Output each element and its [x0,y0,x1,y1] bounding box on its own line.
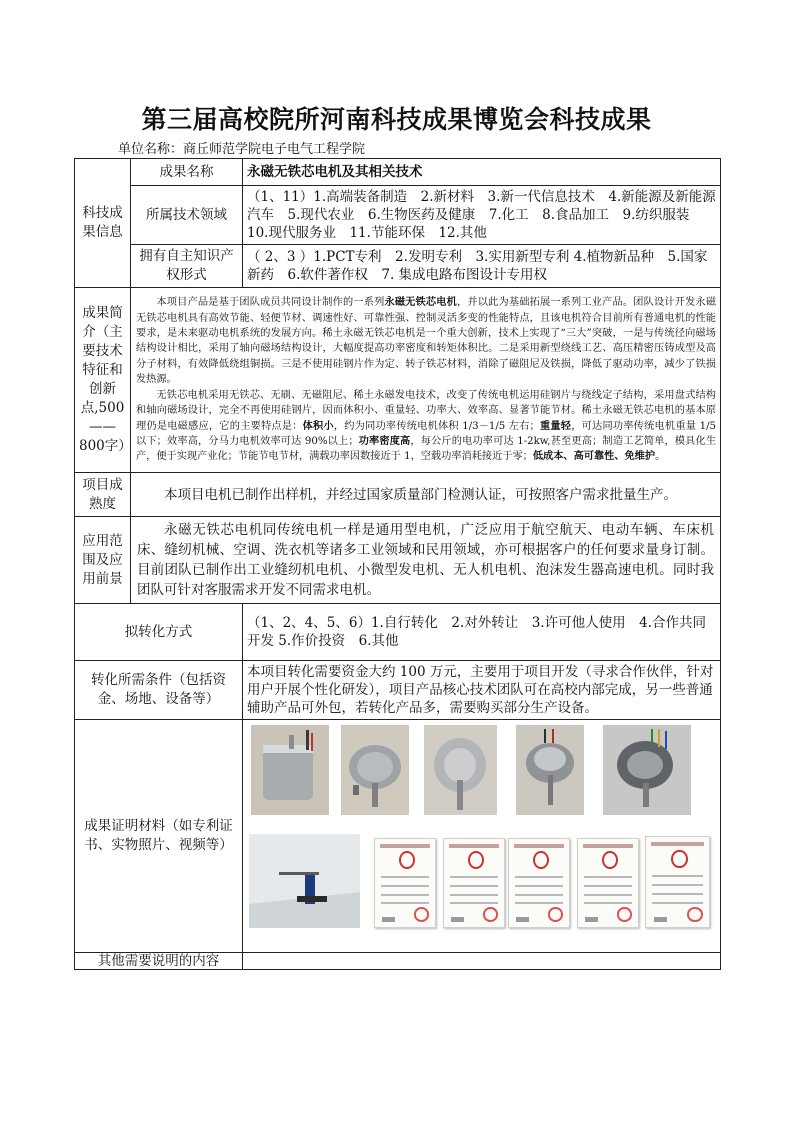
conditions-value: 本项目转化需要资金大约 100 万元，主要用于项目开发（寻求合作伙伴，针对用户开展个性化研发），项目产品核心技术团队可在高校内部完成，另一些普通辅助产品可外包，若转化产品多，需要购买部分生产设备。 [243,661,721,720]
ip-label: 拥有自主知识产权形式 [131,245,243,288]
motor-photo-5 [603,725,691,815]
patent-certificate-4 [577,838,639,928]
motor-photo-3 [424,725,497,815]
intro-paragraph-2: 无铁芯电机采用无铁芯、无刷、无磁阻尼、稀土永磁发电技术，改变了传统电机运用硅钢片与绕线定子结构，采用盘式结构和轴向磁场设计，完全不再使用硅钢片，因而体积小、重量轻、功率大、效率高、显著节能节材。稀土永磁无铁芯电机的基本原理仍是电磁感应，它的主要特点是：体积小，约为同功率传统电机体积 1/3－1/5 左右；重量轻，可达同功率传统电机重量 1/5 以下；效率高，分马力电机效率可达 90%以上；功率密度高，每公斤的电功率可达 1-2kw,甚至更高；制造工艺简单，模具化生产，便于实现产业化；节能节电节材，满载功率因数接近于 1，空载功率消耗接近于零；低成本、高可靠性、免维护。 [136,389,717,463]
application-value: 永磁无铁芯电机同传统电机一样是通用型电机，广泛应用于航空航天、电动车辆、车床机床、缝纫机械、空调、洗衣机等诸多工业领域和民用领域，亦可根据客户的任何要求量身订制。目前团队已制作出工业缝纫机电机、小微型发电机、无人机电机、泡沫发生器高速电机。同时我团队可针对客服需求开发不同需求电机。 [131,517,721,604]
motor-photo-4 [516,725,584,815]
evidence-photos [243,720,721,953]
info-section-label: 科技成果信息 [75,159,131,288]
page-title: 第三届高校院所河南科技成果博览会科技成果 [141,105,652,134]
intro-text [131,288,721,473]
intro-label: 成果简介（主要技术特征和创新点,500——800字） [75,288,131,473]
transfer-label: 拟转化方式 [75,604,243,661]
field-value: （1、11）1.高端装备制造 2.新材料 3.新一代信息技术 4.新能源及新能源汽车 5.现代农业 6.生物医药及健康 7.化工 8.食品加工 9.纺织服装 10.现代服务业 11.节能环保 12.其他 [243,186,721,245]
motor-photo-2 [341,725,409,815]
maturity-value: 本项目电机已制作出样机，并经过国家质量部门检测认证，可按照客户需求批量生产。 [131,473,721,517]
evidence-label: 成果证明材料（如专利证书、实物照片、视频等） [75,720,243,953]
patent-certificate-3 [508,838,570,928]
achievement-table [74,158,721,970]
patent-certificate-1 [374,838,436,928]
test-bench-photo [249,834,360,928]
unit-name: 单位名称：商丘师范学院电子电气工程学院 [118,142,366,157]
name-label: 成果名称 [131,159,243,186]
transfer-value: （1、2、4、5、6）1.自行转化 2.对外转让 3.许可他人使用 4.合作共同开发 5.作价投资 6.其他 [243,604,721,661]
other-label: 其他需要说明的内容 [75,953,243,970]
conditions-label: 转化所需条件（包括资金、场地、设备等） [75,661,243,720]
ip-value: （ 2、3 ）1.PCT专利 2.发明专利 3.实用新型专利 4.植物新品种 5.国家新药 6.软件著作权 7. 集成电路布图设计专用权 [243,245,721,288]
patent-certificate-5 [645,836,710,928]
application-label: 应用范围及应用前景 [75,517,131,604]
field-label: 所属技术领域 [131,186,243,245]
patent-certificate-2 [443,838,505,928]
maturity-label: 项目成熟度 [75,473,131,517]
other-value [243,953,721,970]
intro-paragraph-1: 本项目产品是基于团队成员共同设计制作的一系列永磁无铁芯电机，并以此为基础拓展一系列工业产品。团队设计开发永磁无铁芯电机具有高效节能、轻便节材、调速性好、可靠性强、控制灵活多变的性能特点，且该电机符合目前所有普通电机的性能要求，是未来驱动电机系统的发展方向。稀土永磁无铁芯电机是一个重大创新，技术上实现了“三大”突破，一是与传统径向磁场结构设计相比，采用了轴向磁场结构设计，大幅度提高功率密度和转矩体积比。二是采用新型绕线工艺、高压精密压铸成型及高分子材料，有效降低绕组铜损。三是不使用硅钢片作为定、转子铁芯材料，消除了磁阻尼及铁损，降低了驱动功率，减少了铁损发热源。 [136,296,717,386]
name-value: 永磁无铁芯电机及其相关技术 [243,159,721,186]
motor-photo-1 [251,725,329,815]
